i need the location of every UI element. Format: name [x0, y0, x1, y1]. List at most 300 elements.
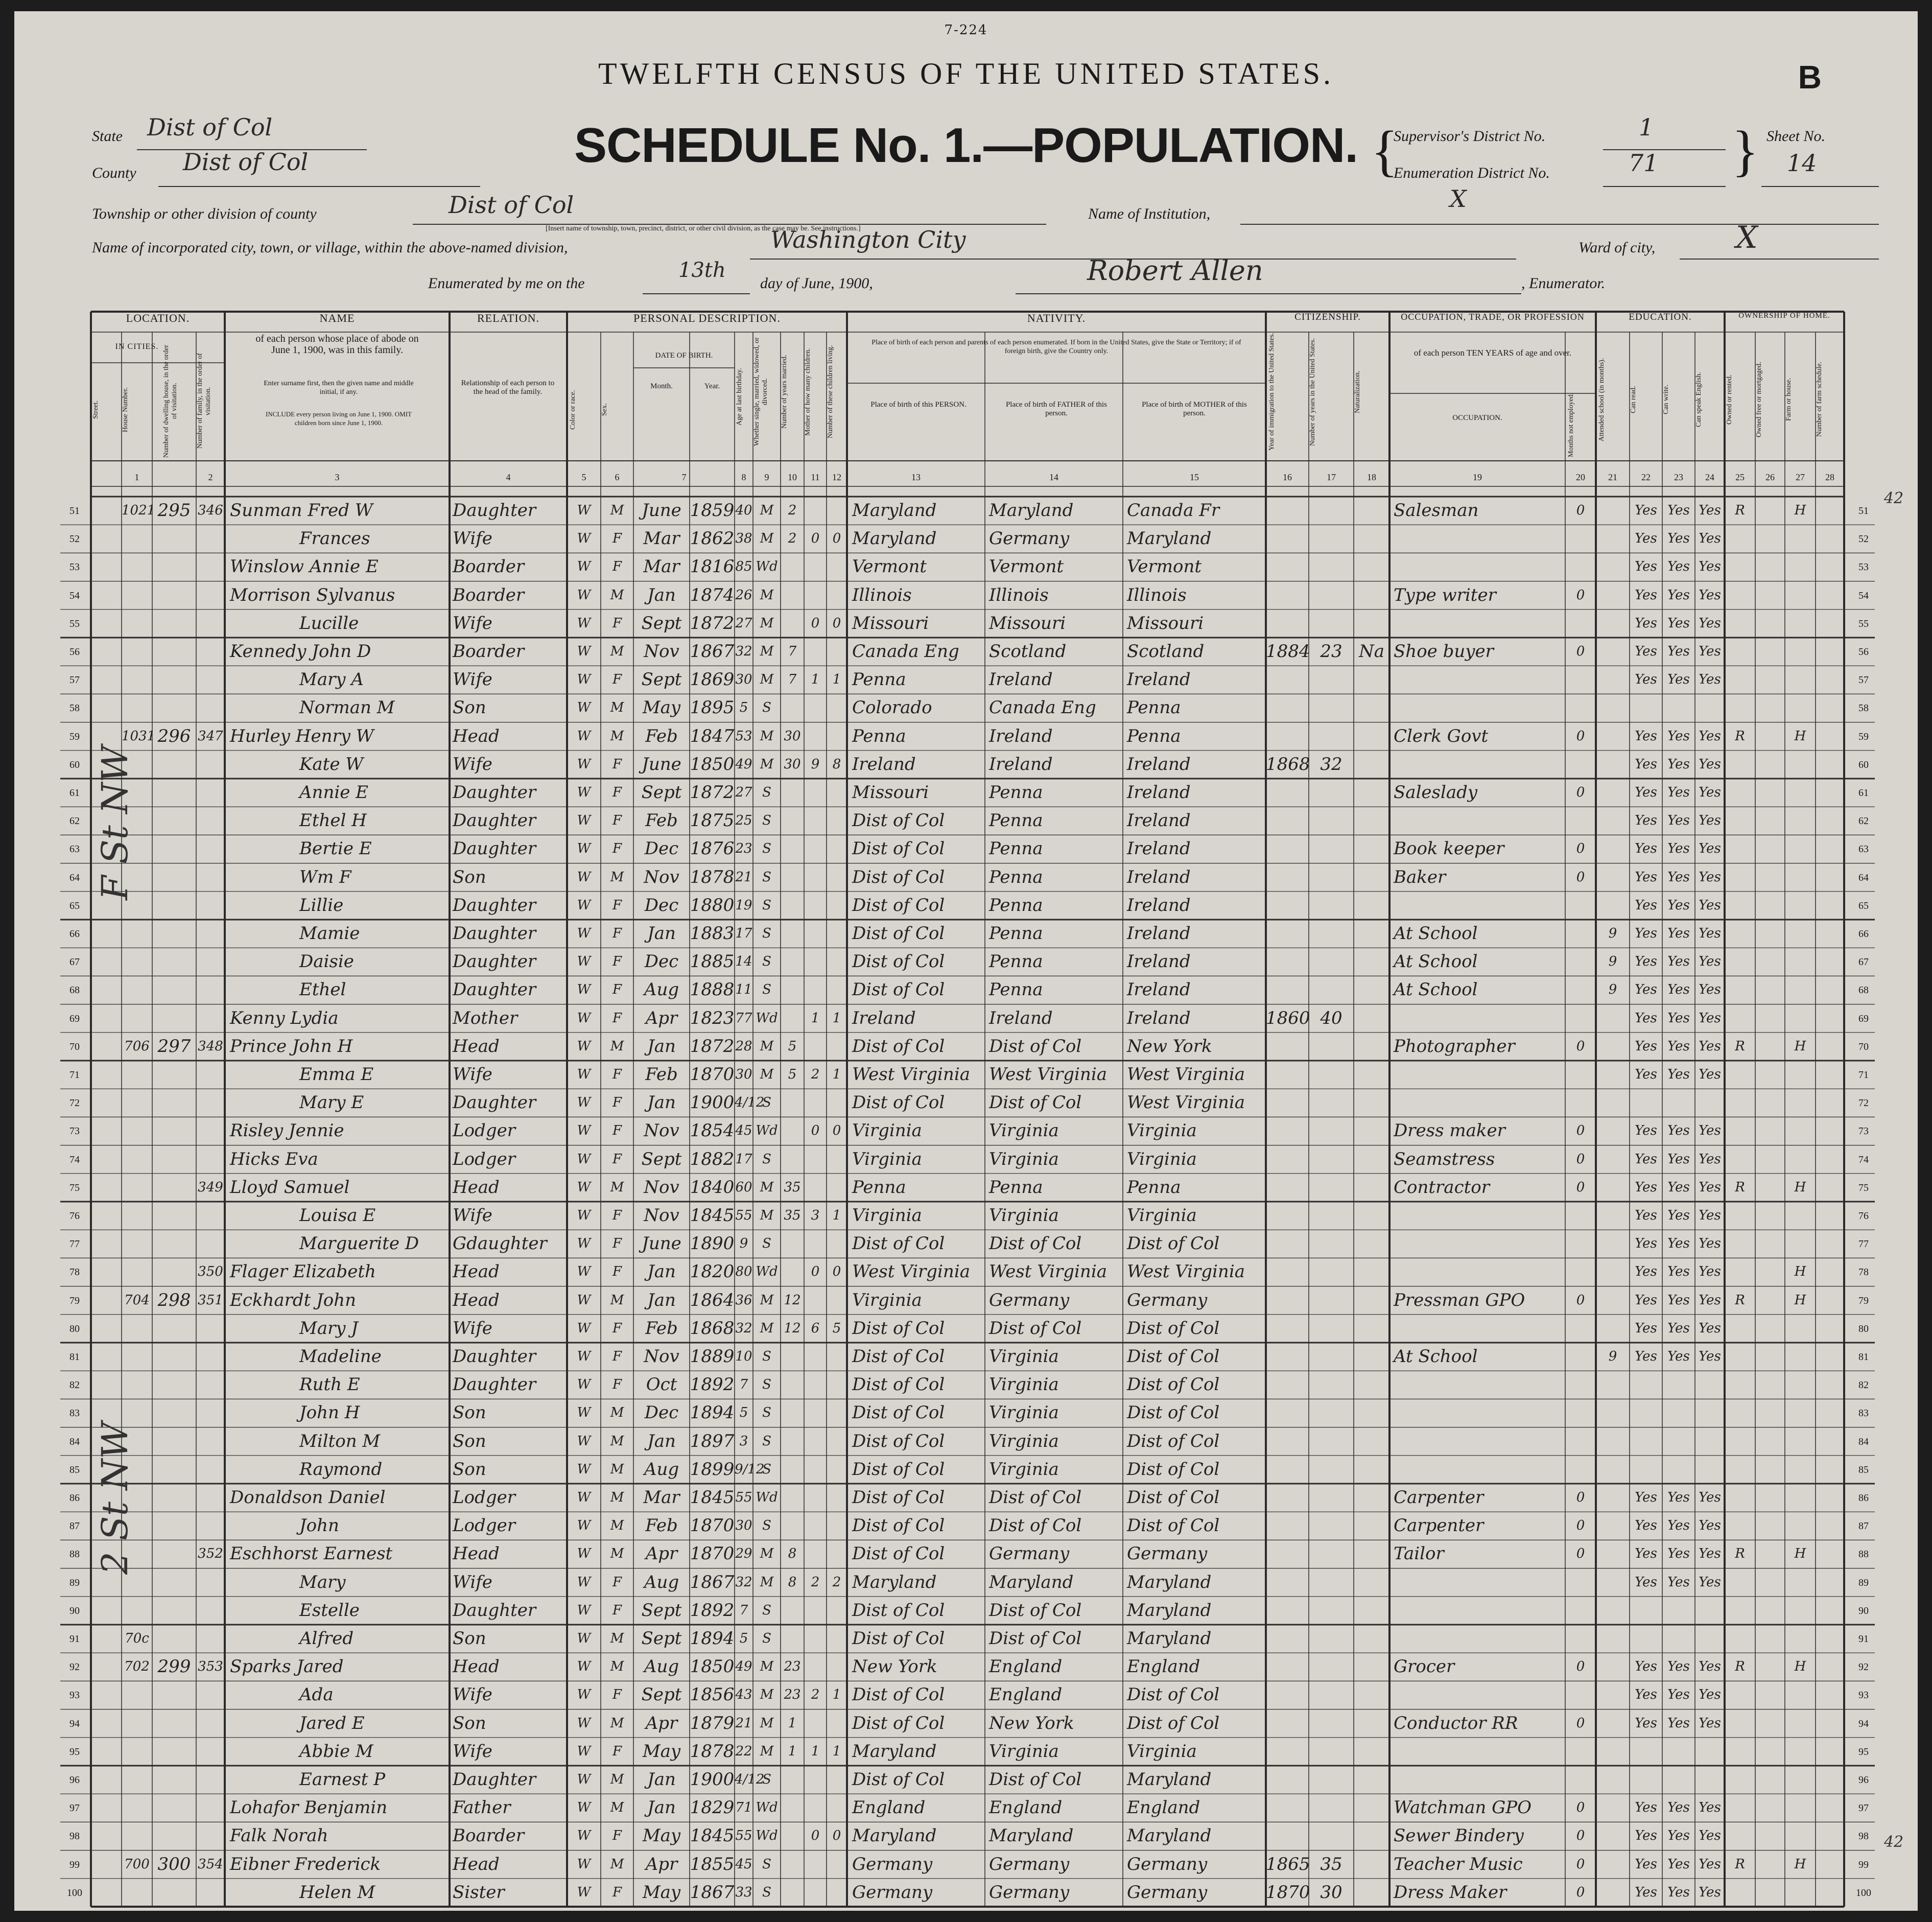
column-number: 19 — [1473, 472, 1482, 482]
cell-family-number: 347 — [198, 728, 223, 744]
cell-occupation: At School — [1394, 923, 1478, 944]
cell-birth-year: 1872 — [690, 613, 735, 634]
township-value: Dist of Col — [449, 191, 574, 219]
cell-birth-month: Jan — [647, 1290, 676, 1310]
cell-person-name: Daisie — [299, 951, 354, 972]
cell-mother-of: 2 — [811, 1067, 820, 1082]
cell-owned-rented: R — [1735, 503, 1745, 518]
cell-can-speak: Yes — [1699, 785, 1721, 800]
header-education: EDUCATION. — [1629, 312, 1692, 322]
header-name: NAME — [319, 312, 355, 324]
column-number: 13 — [911, 472, 921, 482]
cell-immigration-year: 1865 — [1266, 1854, 1310, 1874]
cell-can-read: Yes — [1635, 897, 1657, 913]
cell-birth-year: 1869 — [690, 669, 735, 690]
header-location: LOCATION. — [126, 312, 190, 324]
cell-marital: S — [762, 982, 771, 998]
cell-birth-year: 1878 — [690, 1741, 735, 1762]
cell-can-write: Yes — [1667, 1884, 1690, 1900]
cell-occupation: Seamstress — [1394, 1148, 1495, 1169]
cell-months-not-employed: 0 — [1576, 1659, 1585, 1675]
vh-can-write: Can write. — [1662, 384, 1670, 415]
line-number: 58 — [69, 702, 80, 714]
header-relation-desc: Relationship of each person to the head of the family. — [461, 379, 555, 396]
line-number: 82 — [69, 1379, 80, 1391]
cell-person-name: Lloyd Samuel — [230, 1177, 350, 1198]
line-number-right: 87 — [1858, 1520, 1869, 1532]
cell-birth-month: Nov — [644, 866, 679, 887]
cell-birth-year: 1855 — [690, 1854, 735, 1874]
cell-months-not-employed: 0 — [1576, 1856, 1585, 1872]
cell-father-birthplace: Penna — [989, 866, 1043, 887]
cell-mother-birthplace: Dist of Col — [1127, 1318, 1220, 1339]
cell-age: 17 — [735, 926, 752, 941]
cell-birth-month: Jan — [647, 1261, 676, 1282]
cell-can-read: Yes — [1635, 615, 1657, 631]
header-birth-person: Place of birth of this PERSON. — [870, 401, 967, 409]
line-number: 86 — [69, 1492, 80, 1504]
cell-can-write: Yes — [1667, 1546, 1690, 1562]
cell-person-name: Kenny Lydia — [230, 1007, 339, 1028]
cell-can-speak: Yes — [1699, 559, 1721, 575]
cell-relation: Wife — [453, 528, 492, 549]
cell-marital: M — [760, 1687, 774, 1703]
cell-mother-birthplace: Germany — [1127, 1854, 1208, 1874]
cell-can-read: Yes — [1635, 1151, 1657, 1167]
cell-age: 9/12 — [735, 1461, 765, 1477]
cell-months-not-employed: 0 — [1576, 1038, 1585, 1054]
cell-can-write: Yes — [1667, 785, 1690, 800]
vh-immigration: Year of immigration to the United States. — [1268, 333, 1276, 451]
cell-color: W — [577, 1123, 591, 1139]
line-number-right: 99 — [1858, 1859, 1869, 1870]
line-number: 88 — [69, 1549, 80, 1560]
margin-ref-bottom: 42 — [1884, 1833, 1904, 1851]
cell-sex: F — [612, 1151, 622, 1167]
cell-occupation: Teacher Music — [1394, 1854, 1523, 1874]
cell-mother-birthplace: Dist of Col — [1127, 1346, 1220, 1367]
cell-birth-year: 1847 — [690, 725, 735, 746]
cell-can-read: Yes — [1635, 1715, 1657, 1731]
cell-color: W — [577, 1659, 591, 1675]
cell-birth-month: Sept — [641, 613, 682, 634]
cell-age: 53 — [735, 728, 752, 744]
line-number-right: 78 — [1858, 1267, 1869, 1278]
cell-occupation: Dress maker — [1394, 1120, 1505, 1141]
cell-birth-place: Dist of Col — [852, 1515, 945, 1536]
supervisor-value: 1 — [1639, 113, 1654, 141]
cell-years-married: 5 — [788, 1038, 797, 1054]
cell-color: W — [577, 672, 591, 688]
census-title: TWELFTH CENSUS OF THE UNITED STATES. — [598, 57, 1334, 90]
cell-mother-birthplace: Penna — [1127, 725, 1181, 746]
cell-months-not-employed: 0 — [1576, 1546, 1585, 1562]
cell-birth-month: Feb — [645, 1515, 678, 1536]
cell-color: W — [577, 1433, 591, 1449]
cell-birth-month: Feb — [645, 1064, 678, 1085]
cell-farm-house: H — [1794, 1179, 1806, 1195]
cell-sex: M — [610, 1659, 624, 1675]
township-note: [Insert name of township, town, precinct, district, or other civil division, as the case may be. See instructions.] — [546, 225, 861, 232]
cell-years-married: 8 — [788, 1546, 797, 1562]
cell-father-birthplace: England — [989, 1684, 1063, 1705]
cell-house-number: 702 — [124, 1659, 150, 1675]
cell-age: 29 — [735, 1546, 752, 1562]
cell-birth-place: Penna — [852, 1177, 906, 1198]
cell-birth-place: Germany — [852, 1854, 933, 1874]
cell-can-read: Yes — [1635, 559, 1657, 575]
cell-marital: S — [762, 1772, 771, 1787]
cell-marital: S — [762, 700, 771, 716]
cell-years-in-us: 23 — [1320, 641, 1342, 662]
cell-birth-place: Maryland — [852, 500, 937, 521]
cell-can-read: Yes — [1635, 1518, 1657, 1534]
cell-can-speak: Yes — [1699, 1151, 1721, 1167]
cell-birth-month: Dec — [644, 895, 679, 916]
header-year: Year. — [704, 382, 720, 390]
line-number-right: 54 — [1858, 590, 1869, 601]
cell-mother-birthplace: Ireland — [1127, 754, 1191, 775]
state-label: State — [92, 128, 123, 145]
cell-mother-birthplace: Dist of Col — [1127, 1431, 1220, 1451]
cell-mother-birthplace: Ireland — [1127, 1007, 1191, 1028]
cell-birth-year: 1889 — [690, 1346, 735, 1367]
cell-birth-year: 1888 — [690, 979, 735, 1000]
cell-birth-place: Dist of Col — [852, 810, 945, 831]
cell-years-married: 30 — [784, 756, 801, 772]
cell-color: W — [577, 531, 591, 547]
header-birth-mother: Place of birth of MOTHER of this person. — [1142, 401, 1247, 417]
cell-can-read: Yes — [1635, 1236, 1657, 1252]
cell-marital: S — [762, 1433, 771, 1449]
cell-person-name: Milton M — [299, 1431, 381, 1451]
cell-marital: S — [762, 1461, 771, 1477]
cell-sex: M — [610, 869, 624, 885]
cell-birth-month: Mar — [643, 1487, 680, 1508]
cell-marital: M — [760, 531, 774, 547]
cell-age: 60 — [735, 1179, 752, 1195]
cell-birth-year: 1870 — [690, 1064, 735, 1085]
cell-color: W — [577, 1687, 591, 1703]
cell-can-speak: Yes — [1699, 1800, 1721, 1816]
cell-color: W — [577, 1292, 591, 1308]
side-street-1: F St NW — [94, 745, 136, 900]
cell-mother-birthplace: Dist of Col — [1127, 1684, 1220, 1705]
line-number: 64 — [69, 872, 80, 883]
cell-mother-birthplace: Dist of Col — [1127, 1515, 1220, 1536]
vh-can-speak: Can speak English. — [1695, 372, 1703, 427]
cell-mother-birthplace: Maryland — [1127, 1769, 1212, 1790]
cell-age: 77 — [735, 1010, 752, 1026]
cell-mother-of: 2 — [811, 1687, 820, 1703]
cell-birth-month: Sept — [641, 1600, 682, 1621]
cell-can-write: Yes — [1667, 1490, 1690, 1505]
cell-color: W — [577, 1602, 591, 1618]
cell-mother-birthplace: Ireland — [1127, 895, 1191, 916]
cell-marital: M — [760, 1208, 774, 1223]
cell-father-birthplace: Dist of Col — [989, 1515, 1082, 1536]
cell-person-name: Flager Elizabeth — [230, 1261, 376, 1282]
cell-months-not-employed: 0 — [1576, 841, 1585, 857]
cell-age: 55 — [735, 1828, 752, 1844]
cell-relation: Son — [453, 697, 486, 718]
cell-color: W — [577, 1461, 591, 1477]
cell-can-read: Yes — [1635, 1292, 1657, 1308]
cell-sex: M — [610, 1715, 624, 1731]
cell-age: 9 — [739, 1236, 748, 1252]
column-number: 20 — [1576, 472, 1585, 482]
cell-father-birthplace: Illinois — [989, 584, 1049, 605]
cell-age: 43 — [735, 1687, 752, 1703]
vh-years-us: Number of years in the United States. — [1309, 338, 1316, 446]
cell-father-birthplace: Maryland — [989, 500, 1074, 521]
cell-person-name: Ethel — [299, 979, 346, 1000]
cell-mother-birthplace: Germany — [1127, 1290, 1208, 1310]
cell-marital: M — [760, 756, 774, 772]
cell-can-speak: Yes — [1699, 1349, 1721, 1364]
cell-color: W — [577, 1856, 591, 1872]
line-number-right: 71 — [1858, 1069, 1869, 1081]
census-sheet — [14, 11, 1918, 1911]
cell-father-birthplace: Canada Eng — [989, 697, 1096, 718]
cell-can-read: Yes — [1635, 728, 1657, 744]
cell-occupation: Carpenter — [1394, 1487, 1484, 1508]
cell-children-living: 1 — [832, 672, 841, 688]
cell-can-speak: Yes — [1699, 954, 1721, 970]
cell-relation: Son — [453, 1402, 486, 1423]
cell-occupation: Sewer Bindery — [1394, 1825, 1524, 1846]
cell-age: 36 — [735, 1292, 752, 1308]
cell-person-name: Jared E — [299, 1713, 365, 1733]
line-number: 99 — [69, 1859, 80, 1870]
cell-occupation: Saleslady — [1394, 782, 1478, 803]
cell-birth-place: Dist of Col — [852, 1600, 945, 1621]
page-letter: B — [1798, 59, 1822, 96]
cell-age: 4/12 — [735, 1772, 765, 1787]
cell-age: 32 — [735, 1574, 752, 1590]
line-number-right: 66 — [1858, 928, 1869, 940]
cell-can-speak: Yes — [1699, 1264, 1721, 1280]
cell-sex: F — [612, 1349, 622, 1364]
cell-sex: M — [610, 1631, 624, 1646]
cell-can-write: Yes — [1667, 1208, 1690, 1223]
cell-relation: Wife — [453, 1684, 492, 1705]
cell-can-read: Yes — [1635, 1856, 1657, 1872]
cell-marital: Wd — [756, 1490, 778, 1505]
cell-father-birthplace: England — [989, 1656, 1063, 1677]
cell-relation: Gdaughter — [453, 1233, 547, 1254]
cell-birth-year: 1900 — [690, 1769, 735, 1790]
cell-farm-house: H — [1794, 728, 1806, 744]
cell-birth-place: Missouri — [852, 613, 929, 634]
cell-sex: F — [612, 813, 622, 829]
cell-father-birthplace: Germany — [989, 1854, 1070, 1874]
cell-birth-month: Nov — [644, 1205, 679, 1226]
cell-mother-of: 0 — [811, 1828, 820, 1844]
cell-marital: S — [762, 1405, 771, 1421]
cell-marital: Wd — [756, 1828, 778, 1844]
cell-can-speak: Yes — [1699, 1490, 1721, 1505]
cell-can-speak: Yes — [1699, 1856, 1721, 1872]
cell-birth-place: Virginia — [852, 1148, 922, 1169]
line-number: 65 — [69, 900, 80, 911]
county-value: Dist of Col — [183, 148, 309, 176]
cell-sex: F — [612, 926, 622, 941]
cell-marital: S — [762, 1518, 771, 1534]
cell-occupation: Type writer — [1394, 584, 1496, 605]
cell-birth-year: 1840 — [690, 1177, 735, 1198]
cell-mother-birthplace: Dist of Col — [1127, 1402, 1220, 1423]
cell-mother-birthplace: Maryland — [1127, 1572, 1212, 1592]
line-number: 67 — [69, 956, 80, 968]
column-number: 15 — [1190, 472, 1199, 482]
cell-birth-month: Oct — [646, 1374, 677, 1395]
cell-mother-birthplace: New York — [1127, 1036, 1212, 1057]
cell-birth-place: Maryland — [852, 1572, 937, 1592]
cell-marital: S — [762, 1856, 771, 1872]
cell-color: W — [577, 1095, 591, 1111]
cell-sex: M — [610, 1490, 624, 1505]
line-number-right: 97 — [1858, 1802, 1869, 1814]
line-number-right: 61 — [1858, 787, 1869, 799]
cell-can-speak: Yes — [1699, 1659, 1721, 1675]
cell-children-living: 0 — [832, 1264, 841, 1280]
cell-color: W — [577, 728, 591, 744]
cell-mother-birthplace: England — [1127, 1656, 1200, 1677]
cell-farm-house: H — [1794, 1856, 1806, 1872]
schedule-title: SCHEDULE No. 1.—POPULATION. — [574, 118, 1358, 173]
cell-mother-birthplace: Germany — [1127, 1882, 1208, 1903]
cell-father-birthplace: England — [989, 1797, 1063, 1818]
line-number-right: 91 — [1858, 1633, 1869, 1645]
cell-years-married: 7 — [788, 672, 797, 688]
cell-father-birthplace: Penna — [989, 895, 1043, 916]
cell-birth-place: Dist of Col — [852, 1684, 945, 1705]
cell-marital: M — [760, 1067, 774, 1082]
cell-birth-year: 1900 — [690, 1092, 735, 1113]
cell-birth-place: Maryland — [852, 528, 937, 549]
cell-owned-rented: R — [1735, 1038, 1745, 1054]
cell-birth-month: Aug — [644, 1572, 679, 1592]
cell-can-write: Yes — [1667, 1264, 1690, 1280]
line-number: 66 — [69, 928, 80, 940]
cell-farm-house: H — [1794, 1546, 1806, 1562]
cell-can-write: Yes — [1667, 1800, 1690, 1816]
cell-person-name: Bertie E — [299, 838, 372, 859]
sheet-label: Sheet No. — [1766, 128, 1825, 145]
cell-person-name: Kate W — [299, 754, 364, 775]
cell-birth-year: 1870 — [690, 1515, 735, 1536]
cell-children-living: 1 — [832, 1067, 841, 1082]
cell-birth-year: 1868 — [690, 1318, 735, 1339]
cell-years-married: 1 — [788, 1743, 797, 1759]
cell-color: W — [577, 559, 591, 575]
cell-marital: M — [760, 1546, 774, 1562]
cell-birth-month: Feb — [645, 725, 678, 746]
cell-farm-house: H — [1794, 1264, 1806, 1280]
cell-months-not-employed: 0 — [1576, 1800, 1585, 1816]
cell-mother-birthplace: Maryland — [1127, 1628, 1212, 1649]
line-number-right: 56 — [1858, 646, 1869, 658]
cell-sex: F — [612, 954, 622, 970]
line-number: 68 — [69, 985, 80, 996]
line-number-right: 90 — [1858, 1605, 1869, 1616]
enumeration-value: 71 — [1629, 149, 1659, 177]
cell-birth-year: 1845 — [690, 1825, 735, 1846]
cell-can-write: Yes — [1667, 1574, 1690, 1590]
cell-person-name: Mary A — [299, 669, 364, 690]
cell-can-write: Yes — [1667, 531, 1690, 547]
cell-can-read: Yes — [1635, 587, 1657, 603]
cell-father-birthplace: Ireland — [989, 725, 1053, 746]
cell-person-name: Alfred — [299, 1628, 354, 1649]
cell-can-read: Yes — [1635, 1828, 1657, 1844]
cell-color: W — [577, 1518, 591, 1534]
cell-person-name: Eschhorst Earnest — [230, 1543, 393, 1564]
cell-years-married: 12 — [784, 1292, 801, 1308]
line-number: 92 — [69, 1661, 80, 1673]
column-number: 3 — [335, 472, 340, 482]
cell-can-write: Yes — [1667, 897, 1690, 913]
cell-father-birthplace: Dist of Col — [989, 1233, 1082, 1254]
line-number-right: 96 — [1858, 1774, 1869, 1786]
header-dob: DATE OF BIRTH. — [655, 351, 713, 360]
cell-can-speak: Yes — [1699, 813, 1721, 829]
cell-birth-year: 1883 — [690, 923, 735, 944]
cell-years-in-us: 32 — [1320, 754, 1342, 775]
enumerated-label: Enumerated by me on the — [428, 275, 585, 292]
cell-mother-birthplace: Vermont — [1127, 556, 1202, 577]
cell-mother-birthplace: Maryland — [1127, 1825, 1212, 1846]
cell-marital: S — [762, 954, 771, 970]
cell-can-read: Yes — [1635, 503, 1657, 518]
cell-can-write: Yes — [1667, 1856, 1690, 1872]
cell-can-speak: Yes — [1699, 531, 1721, 547]
cell-can-write: Yes — [1667, 559, 1690, 575]
cell-father-birthplace: Penna — [989, 810, 1043, 831]
cell-birth-place: Penna — [852, 725, 906, 746]
cell-birth-month: Nov — [644, 1346, 679, 1367]
cell-can-write: Yes — [1667, 926, 1690, 941]
cell-relation: Daughter — [453, 1374, 536, 1395]
cell-color: W — [577, 1800, 591, 1816]
cell-birth-year: 1845 — [690, 1205, 735, 1226]
line-number-right: 52 — [1858, 533, 1869, 545]
line-number: 61 — [69, 787, 80, 799]
cell-can-speak: Yes — [1699, 869, 1721, 885]
cell-marital: S — [762, 897, 771, 913]
cell-marital: S — [762, 1377, 771, 1393]
header-occupation: OCCUPATION, TRADE, OR PROFESSION — [1401, 312, 1585, 322]
cell-months-not-employed: 0 — [1576, 1828, 1585, 1844]
cell-color: W — [577, 926, 591, 941]
cell-birth-year: 1867 — [690, 1882, 735, 1903]
cell-person-name: Hicks Eva — [230, 1148, 318, 1169]
cell-can-write: Yes — [1667, 1292, 1690, 1308]
line-number: 77 — [69, 1238, 80, 1250]
cell-birth-month: Apr — [645, 1854, 678, 1874]
cell-person-name: Earnest P — [299, 1769, 386, 1790]
cell-relation: Daughter — [453, 1769, 536, 1790]
line-number: 63 — [69, 843, 80, 855]
cell-naturalization: Na — [1358, 641, 1385, 662]
cell-birth-place: Illinois — [852, 584, 912, 605]
cell-person-name: Hurley Henry W — [230, 725, 374, 746]
cell-color: W — [577, 813, 591, 829]
cell-can-speak: Yes — [1699, 1208, 1721, 1223]
cell-person-name: Estelle — [299, 1600, 360, 1621]
cell-sex: F — [612, 1010, 622, 1026]
